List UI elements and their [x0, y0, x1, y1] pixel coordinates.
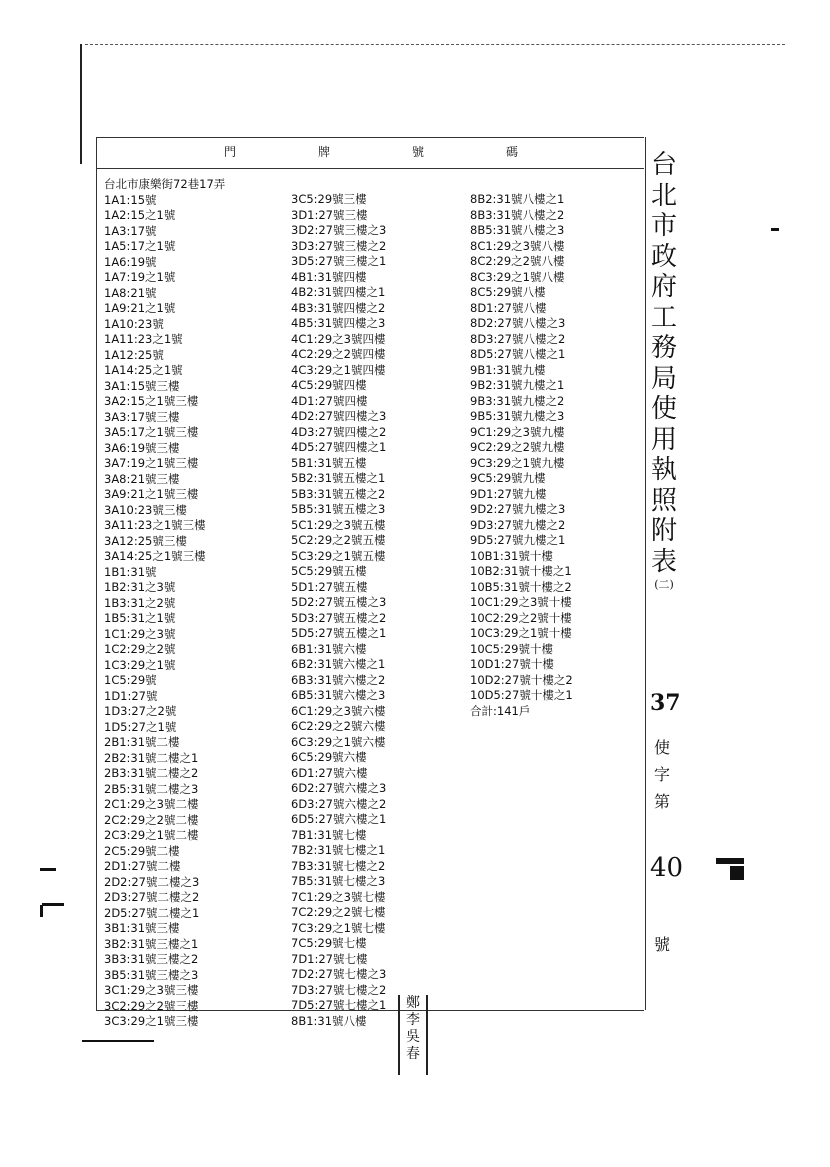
- address-entry: 6C5:29號六樓: [291, 750, 367, 764]
- address-entry: 3A7:19之1號三樓: [104, 456, 199, 470]
- title-char: 務: [650, 333, 677, 363]
- address-entry: 2C3:29之1號二樓: [104, 828, 199, 842]
- title-char: 表: [650, 546, 677, 577]
- address-entry: 3A2:15之1號三樓: [104, 394, 199, 408]
- handwritten-license-number: 40: [650, 853, 684, 883]
- address-entry: 5C2:29之2號五樓: [291, 533, 386, 547]
- address-entry: 1B3:31之2號: [104, 595, 176, 610]
- address-entry: 1B1:31號: [104, 564, 157, 579]
- title-char: 使: [650, 394, 677, 424]
- address-entry: 9C5:29號九樓: [470, 471, 546, 485]
- license-hao-char: 號: [654, 935, 671, 954]
- address-entry: 6C2:29之2號六樓: [291, 719, 386, 733]
- address-entry: 4B1:31號四樓: [291, 269, 367, 284]
- address-entry: 10D2:27號十樓之2: [470, 672, 573, 687]
- table-header: [96, 137, 644, 169]
- address-entry: 4C1:29之3號四樓: [291, 331, 386, 346]
- address-entry: 4D3:27號四樓之2: [291, 424, 387, 439]
- address-entry: 1D1:27號: [104, 688, 158, 703]
- address-entry: 4D1:27號四樓: [291, 393, 368, 408]
- address-entry: 8C3:29之1號八樓: [470, 269, 565, 284]
- stamp-char: 吳: [406, 1029, 420, 1045]
- address-entry: 合計:141戶: [470, 703, 531, 718]
- title-char: 工: [650, 302, 677, 333]
- address-entry: 1B5:31之1號: [104, 611, 176, 625]
- address-entry: 10B5:31號十樓之2: [470, 579, 572, 594]
- address-entry: 10C3:29之1號十樓: [470, 626, 572, 640]
- address-entry: 1A12:25號: [104, 347, 164, 362]
- address-entry: 9C2:29之2號九樓: [470, 440, 565, 454]
- address-entry: 3B2:31號三樓之1: [104, 936, 199, 951]
- address-entry: 5C1:29之3號五樓: [291, 517, 386, 532]
- address-entry: 8C5:29號八樓: [470, 285, 546, 299]
- address-column-2: [291, 192, 386, 1029]
- scan-mark: [40, 868, 56, 871]
- seal-stamp: [398, 995, 428, 1075]
- address-entry: 9B1:31號九樓: [470, 362, 546, 377]
- address-entry: 9D2:27號九樓之3: [470, 502, 566, 516]
- address-entry: 5D1:27號五樓: [291, 579, 368, 594]
- address-entry: 7C1:29之3號七樓: [291, 889, 386, 904]
- address-entry: 5B3:31號五樓之2: [291, 486, 386, 501]
- scan-mark: [730, 866, 744, 880]
- address-entry: 4D5:27號四樓之1: [291, 440, 387, 454]
- address-entry: 1B2:31之3號: [104, 580, 176, 594]
- address-entry: 3B3:31號三樓之2: [104, 952, 199, 966]
- address-entry: 8B5:31號八樓之3: [470, 223, 565, 237]
- address-entry: 8D3:27號八樓之2: [470, 331, 566, 346]
- address-entry: 3A9:21之1號三樓: [104, 487, 199, 501]
- address-entry: 7D1:27號七樓: [291, 951, 368, 966]
- address-entry: 8C2:29之2號八樓: [470, 254, 565, 268]
- address-entry: 10B1:31號十樓: [470, 548, 553, 563]
- title-suffix: (二): [654, 578, 674, 591]
- address-entry: 6D3:27號六樓之2: [291, 796, 387, 811]
- address-entry: 5D5:27號五樓之1: [291, 626, 387, 640]
- header-char: 碼: [506, 145, 520, 159]
- address-entry: 4C3:29之1號四樓: [291, 362, 386, 377]
- title-char: 局: [650, 363, 677, 394]
- address-entry: 3B5:31號三樓之3: [104, 967, 199, 982]
- address-entry: 4B3:31號四樓之2: [291, 300, 386, 315]
- address-entry: 2C2:29之2號二樓: [104, 812, 199, 827]
- address-entry: 5D2:27號五樓之3: [291, 595, 387, 609]
- address-entry: 3A6:19號三樓: [104, 440, 180, 455]
- title-char: 府: [650, 272, 677, 302]
- document-title: [648, 150, 680, 593]
- address-entry: 7C5:29號七樓: [291, 936, 367, 950]
- address-entry: 5B1:31號五樓: [291, 455, 367, 470]
- title-char: 執: [650, 455, 677, 485]
- address-entry: 6B1:31號六樓: [291, 641, 367, 656]
- address-entry: 1D3:27之2號: [104, 704, 177, 718]
- address-entry: 8C1:29之3號八樓: [470, 238, 565, 253]
- address-entry: 3A5:17之1號三樓: [104, 425, 199, 439]
- address-entry: 9D5:27號九樓之1: [470, 533, 566, 547]
- address-entry: 6D2:27號六樓之3: [291, 781, 387, 795]
- address-entry: 3C3:29之1號三樓: [104, 1014, 199, 1028]
- address-entry: 1A6:19號: [104, 254, 157, 269]
- address-entry: 3D3:27號三樓之2: [291, 238, 387, 253]
- address-entry: 3C2:29之2號三樓: [104, 998, 199, 1013]
- address-entry: 8D1:27號八樓: [470, 300, 547, 315]
- title-char: 北: [650, 180, 677, 211]
- address-entry: 3D2:27號三樓之3: [291, 223, 387, 237]
- address-entry: 2D1:27號二樓: [104, 859, 181, 873]
- address-entry: 1A11:23之1號: [104, 332, 183, 346]
- address-entry: 7B1:31號七樓: [291, 827, 367, 842]
- address-entry: 3D5:27號三樓之1: [291, 254, 387, 268]
- stamp-char: 李: [406, 1012, 420, 1028]
- address-entry: 2B2:31號二樓之1: [104, 750, 199, 765]
- address-entry: 6D5:27號六樓之1: [291, 812, 387, 826]
- address-entry: 9C3:29之1號九樓: [470, 455, 565, 470]
- address-entry: 6B5:31號六樓之3: [291, 688, 386, 702]
- address-entry: 7B2:31號七樓之1: [291, 843, 386, 857]
- address-entry: 7C2:29之2號七樓: [291, 905, 386, 919]
- address-entry: 4C5:29號四樓: [291, 378, 367, 392]
- left-binding-line: [80, 44, 82, 164]
- address-entry: 2D5:27號二樓之1: [104, 905, 200, 920]
- address-entry: 7D5:27號七樓之1: [291, 998, 387, 1012]
- address-entry: 1A14:25之1號: [104, 363, 183, 377]
- address-entry: 8B3:31號八樓之2: [470, 207, 565, 222]
- address-entry: 10D5:27號十樓之1: [470, 688, 573, 702]
- address-entry: 5B2:31號五樓之1: [291, 471, 386, 485]
- address-entry: 2B5:31號二樓之3: [104, 781, 199, 796]
- license-label-char: 第: [654, 792, 671, 811]
- header-char: 牌: [318, 145, 332, 159]
- address-entry: 5B5:31號五樓之3: [291, 502, 386, 516]
- address-entry: 10B2:31號十樓之1: [470, 564, 572, 578]
- page-number: 37: [650, 690, 681, 716]
- top-dashed-border: [85, 44, 785, 45]
- address-entry: 3A1:15號三樓: [104, 378, 180, 393]
- address-entry: 1A3:17號: [104, 223, 157, 238]
- address-entry: 7B3:31號七樓之2: [291, 858, 386, 873]
- address-entry: 2D3:27號二樓之2: [104, 890, 200, 904]
- address-entry: 1A2:15之1號: [104, 208, 176, 222]
- address-entry: 2B3:31號二樓之2: [104, 766, 199, 780]
- title-char: 附: [650, 516, 677, 546]
- address-entry: 2D2:27號二樓之3: [104, 874, 200, 889]
- address-entry: 5C3:29之1號五樓: [291, 548, 386, 563]
- address-entry: 3D1:27號三樓: [291, 207, 368, 222]
- address-entry: 3A14:25之1號三樓: [104, 549, 206, 563]
- address-entry: 台北市康樂街72巷17弄: [104, 177, 226, 191]
- stamp-char: 春: [406, 1046, 420, 1062]
- address-entry: 8B2:31號八樓之1: [470, 192, 565, 206]
- address-entry: 3B1:31號三樓: [104, 921, 180, 935]
- scan-mark: [42, 903, 64, 906]
- address-entry: 1A8:21號: [104, 285, 157, 300]
- address-entry: 9D3:27號九樓之2: [470, 517, 566, 532]
- address-entry: 10C5:29號十樓: [470, 641, 553, 656]
- license-label-char: 字: [654, 765, 671, 784]
- address-entry: 10C1:29之3號十樓: [470, 595, 572, 609]
- address-column-1: [104, 177, 225, 1030]
- header-char: 門: [224, 145, 238, 159]
- address-entry: 9B5:31號九樓之3: [470, 409, 565, 423]
- address-entry: 1A1:15號: [104, 192, 157, 207]
- header-char: 號: [412, 145, 426, 159]
- scan-mark: [716, 858, 744, 864]
- address-entry: 2B1:31號二樓: [104, 735, 180, 749]
- address-entry: 10D1:27號十樓: [470, 657, 554, 671]
- title-char: 台: [650, 150, 677, 180]
- address-entry: 3A10:23號三樓: [104, 502, 187, 517]
- stamp-char: 鄭: [406, 995, 420, 1011]
- title-char: 照: [650, 485, 677, 516]
- address-entry: 1C3:29之1號: [104, 657, 176, 672]
- title-char: 政: [650, 241, 677, 272]
- address-column-3: [470, 192, 573, 719]
- address-entry: 7C3:29之1號七樓: [291, 920, 386, 935]
- address-entry: 4C2:29之2號四樓: [291, 347, 386, 361]
- address-entry: 10C2:29之2號十樓: [470, 610, 572, 625]
- address-entry: 1D5:27之1號: [104, 719, 177, 734]
- address-entry: 1A10:23號: [104, 316, 164, 331]
- title-char: 市: [650, 211, 677, 241]
- address-entry: 1A9:21之1號: [104, 301, 176, 315]
- address-entry: 2C5:29號二樓: [104, 843, 180, 858]
- address-entry: 7D2:27號七樓之3: [291, 967, 387, 981]
- address-entry: 1C1:29之3號: [104, 626, 176, 641]
- address-entry: 1C5:29號: [104, 673, 157, 687]
- address-entry: 8D2:27號八樓之3: [470, 316, 566, 330]
- scan-mark: [40, 905, 43, 917]
- address-entry: 9B3:31號九樓之2: [470, 393, 565, 408]
- address-entry: 1C2:29之2號: [104, 642, 176, 656]
- address-entry: 6B2:31號六樓之1: [291, 657, 386, 671]
- address-entry: 2C1:29之3號二樓: [104, 797, 199, 811]
- address-entry: 5C5:29號五樓: [291, 564, 367, 578]
- address-entry: 3A11:23之1號三樓: [104, 518, 206, 532]
- address-entry: 5D3:27號五樓之2: [291, 610, 387, 625]
- address-entry: 7D3:27號七樓之2: [291, 982, 387, 997]
- address-entry: 3C1:29之3號三樓: [104, 983, 199, 997]
- address-entry: 8D5:27號八樓之1: [470, 347, 566, 361]
- address-entry: 3A3:17號三樓: [104, 409, 180, 424]
- address-entry: 1A5:17之1號: [104, 239, 176, 253]
- address-entry: 6C1:29之3號六樓: [291, 703, 386, 718]
- address-entry: 3C5:29號三樓: [291, 192, 367, 206]
- address-entry: 1A7:19之1號: [104, 270, 176, 284]
- address-entry: 8B1:31號八樓: [291, 1013, 367, 1028]
- title-char: 用: [650, 424, 677, 455]
- address-entry: 9B2:31號九樓之1: [470, 378, 565, 392]
- address-entry: 4B5:31號四樓之3: [291, 316, 386, 330]
- footnote-rule: [82, 1040, 154, 1042]
- address-entry: 7B5:31號七樓之3: [291, 874, 386, 888]
- address-entry: 6C3:29之1號六樓: [291, 734, 386, 749]
- address-entry: 3A8:21號三樓: [104, 471, 180, 486]
- address-entry: 4D2:27號四樓之3: [291, 409, 387, 423]
- address-entry: 4B2:31號四樓之1: [291, 285, 386, 299]
- address-entry: 6D1:27號六樓: [291, 765, 368, 780]
- address-entry: 6B3:31號六樓之2: [291, 672, 386, 687]
- license-label-char: 使: [654, 738, 671, 757]
- address-entry: 3A12:25號三樓: [104, 533, 187, 548]
- scan-mark: [771, 228, 779, 231]
- address-entry: 9D1:27號九樓: [470, 486, 547, 501]
- address-entry: 9C1:29之3號九樓: [470, 424, 565, 439]
